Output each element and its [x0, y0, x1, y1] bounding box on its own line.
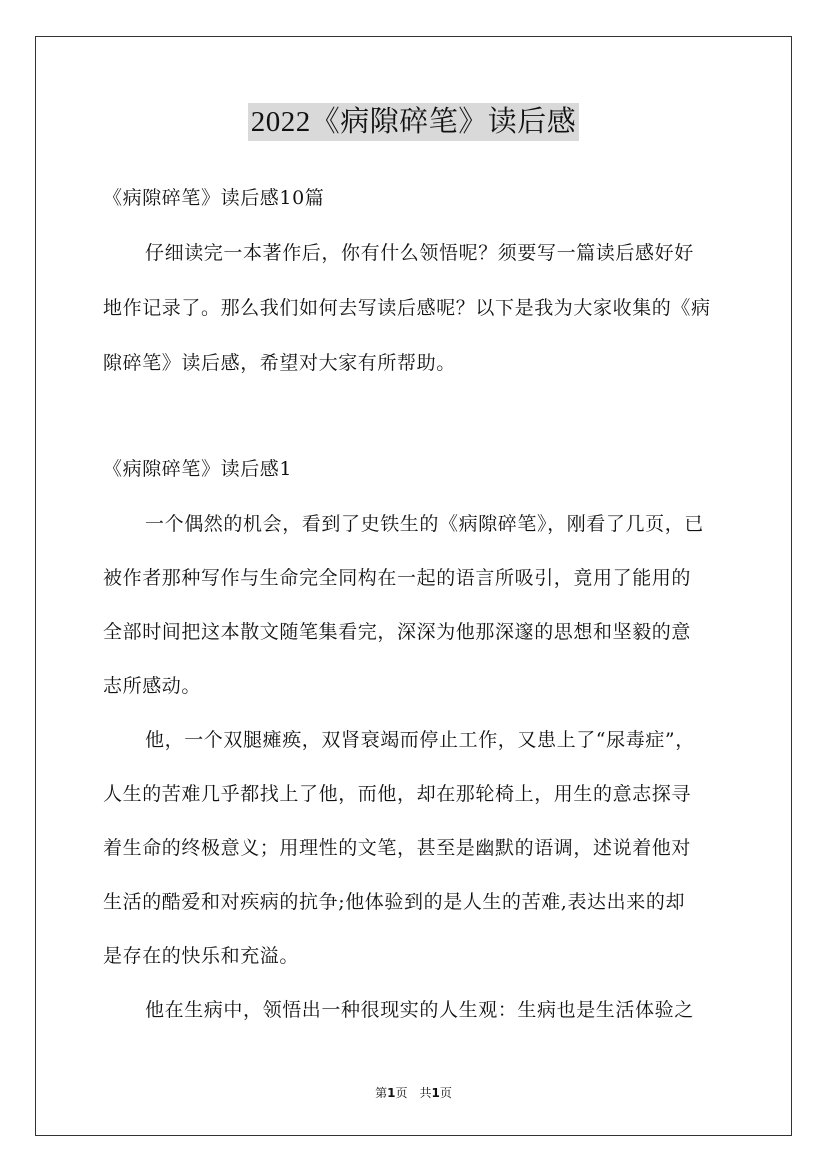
footer-page-total: 1	[431, 1086, 440, 1100]
document-subtitle: 《病隙碎笔》读后感10篇	[103, 187, 325, 209]
para2-line-2: 人生的苦难几乎都找上了他，而他，却在那轮椅上，用生的意志探寻	[103, 783, 692, 805]
intro-line-1: 仔细读完一本著作后，你有什么领悟呢？须要写一篇读后感好好	[145, 242, 694, 264]
page-footer	[0, 1084, 827, 1101]
footer-suffix: 页	[439, 1086, 452, 1100]
footer-page-current: 1	[387, 1086, 396, 1100]
para1-line-4: 志所感动。	[103, 675, 202, 697]
title-container	[0, 103, 827, 141]
para1-line-2: 被作者那种写作与生命完全同构在一起的语言所吸引，竟用了能用的	[103, 567, 692, 589]
para3-line-1: 他在生病中，领悟出一种很现实的人生观：生病也是生活体验之	[145, 999, 694, 1021]
footer-mid: 页 共	[395, 1086, 432, 1100]
document-title: 2022《病隙碎笔》读后感	[248, 103, 580, 141]
para2-line-1: 他，一个双腿瘫痪，双肾衰竭而停止工作，又患上了“尿毒症”，	[145, 729, 695, 751]
para2-line-4: 生活的酷爱和对疾病的抗争;他体验到的是人生的苦难,表达出来的却	[103, 891, 686, 913]
para2-line-5: 是存在的快乐和充溢。	[103, 945, 300, 967]
para1-line-3: 全部时间把这本散文随笔集看完，深深为他那深邃的思想和坚毅的意	[103, 621, 692, 643]
intro-line-3: 隙碎笔》读后感，希望对大家有所帮助。	[103, 352, 456, 374]
para1-line-1: 一个偶然的机会，看到了史铁生的《病隙碎笔》，刚看了几页，已	[145, 513, 704, 535]
para2-line-3: 着生命的终极意义；用理性的文笔，甚至是幽默的语调，述说着他对	[103, 837, 692, 859]
intro-line-2: 地作记录了。那么我们如何去写读后感呢？以下是我为大家收集的《病	[103, 297, 711, 319]
footer-prefix: 第	[375, 1086, 388, 1100]
section-heading: 《病隙碎笔》读后感1	[103, 458, 293, 480]
